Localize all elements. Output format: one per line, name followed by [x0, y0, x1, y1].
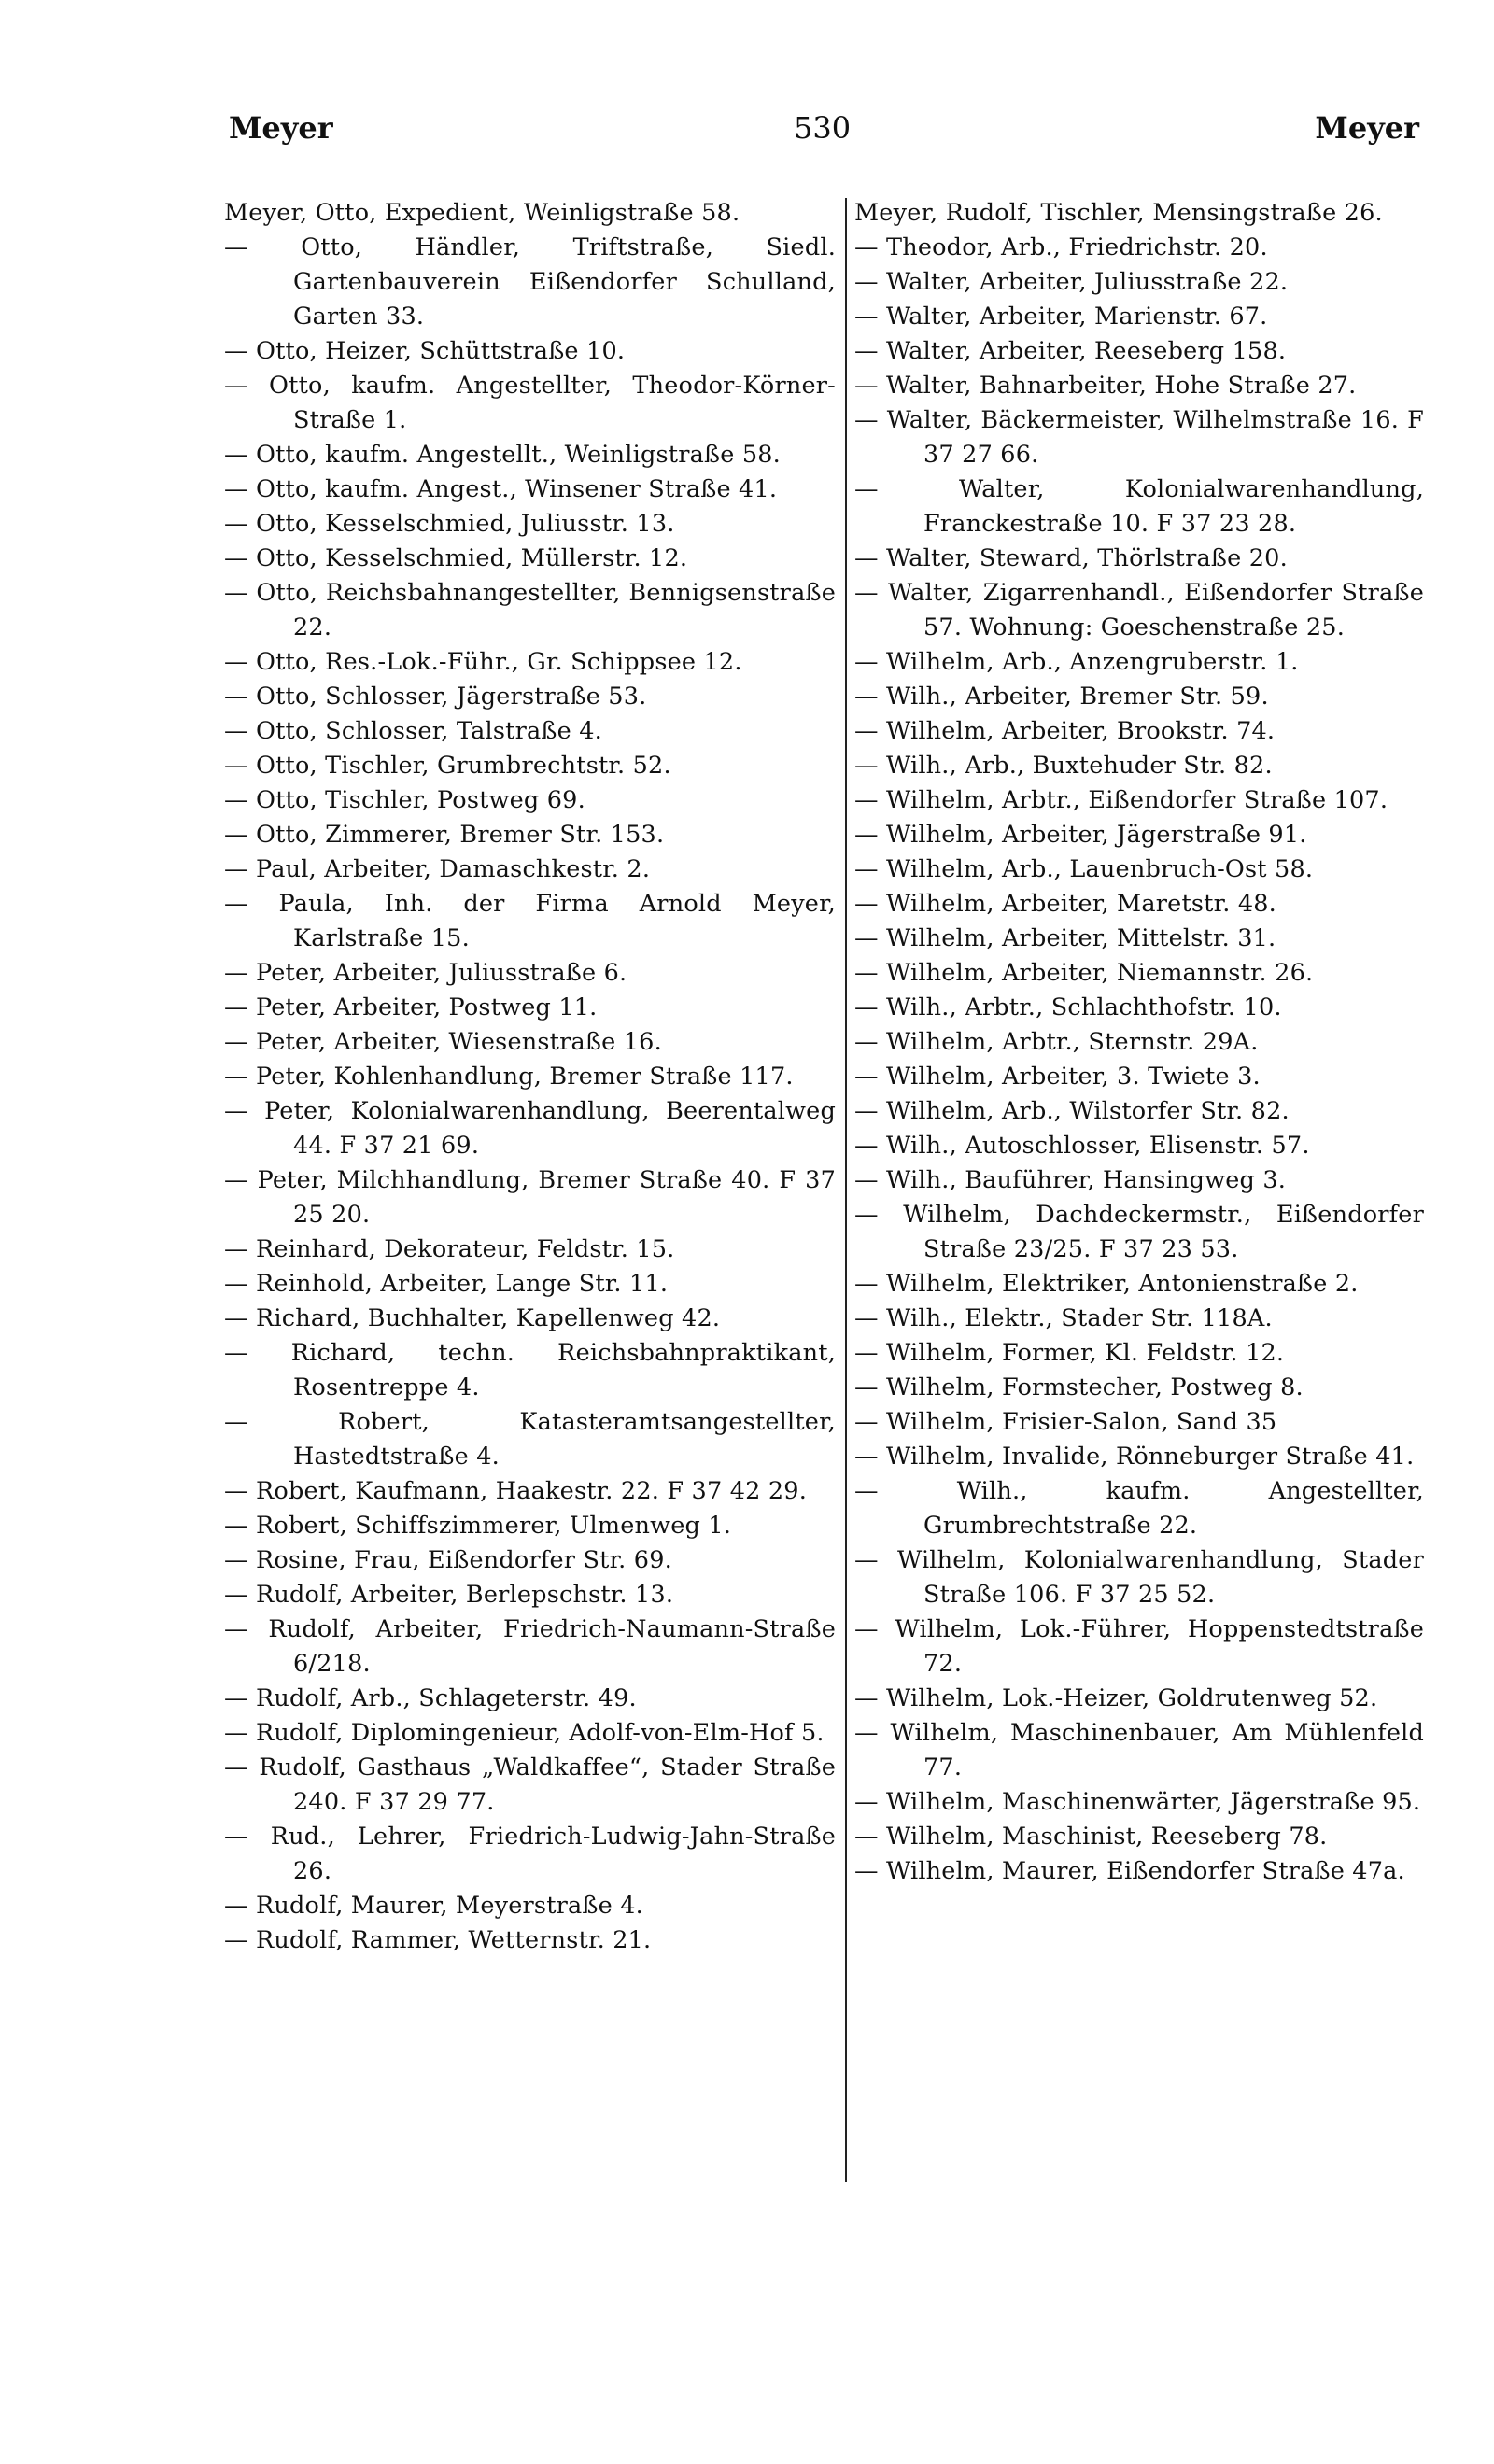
directory-entry: — Otto, Schlosser, Talstraße 4. [224, 717, 602, 745]
directory-entry: — Wilh., Arb., Buxtehuder Str. 82. [854, 752, 1273, 780]
directory-entry: — Rosine, Frau, Eißendorfer Str. 69. [224, 1546, 672, 1574]
directory-entry: — Peter, Kohlenhandlung, Bremer Straße 117. [224, 1063, 794, 1091]
directory-entry: — Wilhelm, Dachdeckermstr., Eißendorfer Straße 23/25. F 37 23 53. [854, 1201, 1424, 1263]
directory-entry: — Wilh., Arbtr., Schlachthofstr. 10. [854, 993, 1282, 1021]
page-header [229, 110, 1419, 166]
directory-entry: — Reinhold, Arbeiter, Lange Str. 11. [224, 1270, 669, 1298]
directory-entry: — Otto, kaufm. Angest., Winsener Straße 41. [224, 475, 778, 503]
directory-entry: — Walter, Bahnarbeiter, Hohe Straße 27. [854, 372, 1357, 400]
directory-entry: — Wilhelm, Arbeiter, Jägerstraße 91. [854, 821, 1307, 849]
directory-entry: — Wilhelm, Lok.-Führer, Hoppenstedtstraße 72. [854, 1615, 1424, 1678]
left-column [224, 196, 836, 1958]
directory-entry: — Rudolf, Arb., Schlageterstr. 49. [224, 1684, 637, 1712]
directory-entry: — Wilhelm, Maschinist, Reeseberg 78. [854, 1823, 1328, 1851]
directory-entry: — Paula, Inh. der Firma Arnold Meyer, Karlstraße 15. [224, 890, 836, 952]
column-divider [845, 198, 847, 2182]
directory-entry: — Walter, Kolonialwarenhandlung, Franckestraße 10. F 37 23 28. [854, 475, 1424, 538]
directory-entry: — Wilhelm, Frisier-Salon, Sand 35 [854, 1408, 1277, 1436]
directory-entry: — Wilh., kaufm. Angestellter, Grumbrechtstraße 22. [854, 1477, 1424, 1540]
directory-entry: — Otto, kaufm. Angestellter, Theodor-Körner-Straße 1. [224, 372, 836, 434]
directory-entry: — Peter, Milchhandlung, Bremer Straße 40. F 37 25 20. [224, 1166, 836, 1229]
directory-entry: — Wilhelm, Arb., Lauenbruch-Ost 58. [854, 855, 1314, 883]
directory-entry: — Richard, Buchhalter, Kapellenweg 42. [224, 1304, 721, 1332]
directory-entry: — Richard, techn. Reichsbahnpraktikant, Rosentreppe 4. [224, 1339, 836, 1401]
directory-entry: — Otto, Händler, Triftstraße, Siedl. Gartenbauverein Eißendorfer Schulland, Garten 33. [224, 233, 836, 331]
page-number: 530 [794, 110, 852, 146]
directory-entry: — Wilhelm, Arb., Anzengruberstr. 1. [854, 648, 1299, 676]
directory-entry: — Walter, Arbeiter, Marienstr. 67. [854, 303, 1268, 331]
directory-entry: — Wilhelm, Arb., Wilstorfer Str. 82. [854, 1097, 1290, 1125]
directory-entry: — Robert, Katasteramtsangestellter, Hastedtstraße 4. [224, 1408, 836, 1471]
directory-entry: — Wilhelm, Invalide, Rönneburger Straße 41. [854, 1443, 1415, 1471]
directory-entry: — Wilhelm, Arbeiter, Mittelstr. 31. [854, 924, 1276, 952]
directory-entry: — Rudolf, Arbeiter, Friedrich-Naumann-Straße 6/218. [224, 1615, 836, 1678]
directory-entry: — Peter, Arbeiter, Juliusstraße 6. [224, 959, 627, 987]
directory-entry: — Wilhelm, Arbeiter, Niemannstr. 26. [854, 959, 1314, 987]
directory-entry: — Wilh., Bauführer, Hansingweg 3. [854, 1166, 1287, 1194]
directory-entry: — Rud., Lehrer, Friedrich-Ludwig-Jahn-Straße 26. [224, 1823, 836, 1885]
directory-entry: — Wilh., Elektr., Stader Str. 118A. [854, 1304, 1273, 1332]
header-left-name: Meyer [229, 110, 333, 146]
directory-entry: — Wilhelm, Maurer, Eißendorfer Straße 47a. [854, 1857, 1405, 1885]
directory-entry: — Otto, Zimmerer, Bremer Str. 153. [224, 821, 665, 849]
directory-entry: — Wilhelm, Arbeiter, Maretstr. 48. [854, 890, 1276, 918]
directory-entry: — Wilhelm, Arbtr., Eißendorfer Straße 107. [854, 786, 1388, 814]
directory-entry: — Theodor, Arb., Friedrichstr. 20. [854, 233, 1268, 261]
directory-entry: — Wilhelm, Former, Kl. Feldstr. 12. [854, 1339, 1285, 1367]
directory-entry: — Walter, Zigarrenhandl., Eißendorfer Straße 57. Wohnung: Goeschenstraße 25. [854, 579, 1424, 641]
directory-entry: — Walter, Arbeiter, Juliusstraße 22. [854, 268, 1289, 296]
directory-entry: — Paul, Arbeiter, Damaschkestr. 2. [224, 855, 651, 883]
directory-entry: — Otto, Schlosser, Jägerstraße 53. [224, 683, 647, 711]
directory-entry: — Rudolf, Rammer, Wetternstr. 21. [224, 1926, 652, 1954]
directory-entry: — Walter, Bäckermeister, Wilhelmstraße 16. F 37 27 66. [854, 406, 1424, 469]
directory-entry: — Rudolf, Diplomingenieur, Adolf-von-Elm-Hof 5. [224, 1719, 825, 1747]
directory-entry: — Rudolf, Arbeiter, Berlepschstr. 13. [224, 1581, 674, 1609]
directory-entry: — Otto, Heizer, Schüttstraße 10. [224, 337, 626, 365]
directory-entry: — Peter, Arbeiter, Postweg 11. [224, 993, 598, 1021]
directory-entry: — Robert, Kaufmann, Haakestr. 22. F 37 42 29. [224, 1477, 808, 1505]
directory-entry: — Walter, Steward, Thörlstraße 20. [854, 544, 1288, 572]
directory-entry: — Wilhelm, Arbeiter, Brookstr. 74. [854, 717, 1276, 745]
directory-entry: Meyer, Otto, Expedient, Weinligstraße 58. [224, 199, 740, 227]
directory-entry: — Wilh., Arbeiter, Bremer Str. 59. [854, 683, 1269, 711]
directory-entry: — Rudolf, Maurer, Meyerstraße 4. [224, 1892, 643, 1920]
directory-entry: — Wilhelm, Elektriker, Antonienstraße 2. [854, 1270, 1359, 1298]
directory-entry: Meyer, Rudolf, Tischler, Mensingstraße 26. [854, 199, 1383, 227]
directory-entry: — Wilhelm, Arbeiter, 3. Twiete 3. [854, 1063, 1261, 1091]
directory-entry: — Walter, Arbeiter, Reeseberg 158. [854, 337, 1287, 365]
directory-entry: — Wilhelm, Maschinenbauer, Am Mühlenfeld 77. [854, 1719, 1424, 1781]
directory-entry: — Peter, Arbeiter, Wiesenstraße 16. [224, 1028, 662, 1056]
directory-entry: — Otto, Kesselschmied, Müllerstr. 12. [224, 544, 688, 572]
right-column [854, 196, 1424, 1889]
directory-entry: — Wilhelm, Arbtr., Sternstr. 29A. [854, 1028, 1259, 1056]
directory-entry: — Wilhelm, Maschinenwärter, Jägerstraße 95. [854, 1788, 1421, 1816]
directory-entry: — Otto, Reichsbahnangestellter, Bennigsenstraße 22. [224, 579, 836, 641]
directory-entry: — Wilh., Autoschlosser, Elisenstr. 57. [854, 1132, 1310, 1160]
directory-entry: — Robert, Schiffszimmerer, Ulmenweg 1. [224, 1512, 732, 1540]
directory-entry: — Wilhelm, Kolonialwarenhandlung, Stader Straße 106. F 37 25 52. [854, 1546, 1424, 1609]
directory-entry: — Otto, Kesselschmied, Juliusstr. 13. [224, 510, 675, 538]
header-right-name: Meyer [1315, 110, 1419, 146]
directory-entry: — Otto, Tischler, Postweg 69. [224, 786, 585, 814]
directory-entry: — Otto, Tischler, Grumbrechtstr. 52. [224, 752, 671, 780]
directory-entry: — Otto, kaufm. Angestellt., Weinligstraße 58. [224, 441, 781, 469]
directory-entry: — Wilhelm, Formstecher, Postweg 8. [854, 1373, 1304, 1401]
directory-entry: — Otto, Res.-Lok.-Führ., Gr. Schippsee 12. [224, 648, 742, 676]
directory-entry: — Peter, Kolonialwarenhandlung, Beerentalweg 44. F 37 21 69. [224, 1097, 836, 1160]
directory-entry: — Reinhard, Dekorateur, Feldstr. 15. [224, 1235, 675, 1263]
directory-entry: — Wilhelm, Lok.-Heizer, Goldrutenweg 52. [854, 1684, 1378, 1712]
directory-entry: — Rudolf, Gasthaus „Waldkaffee“, Stader Straße 240. F 37 29 77. [224, 1753, 836, 1816]
